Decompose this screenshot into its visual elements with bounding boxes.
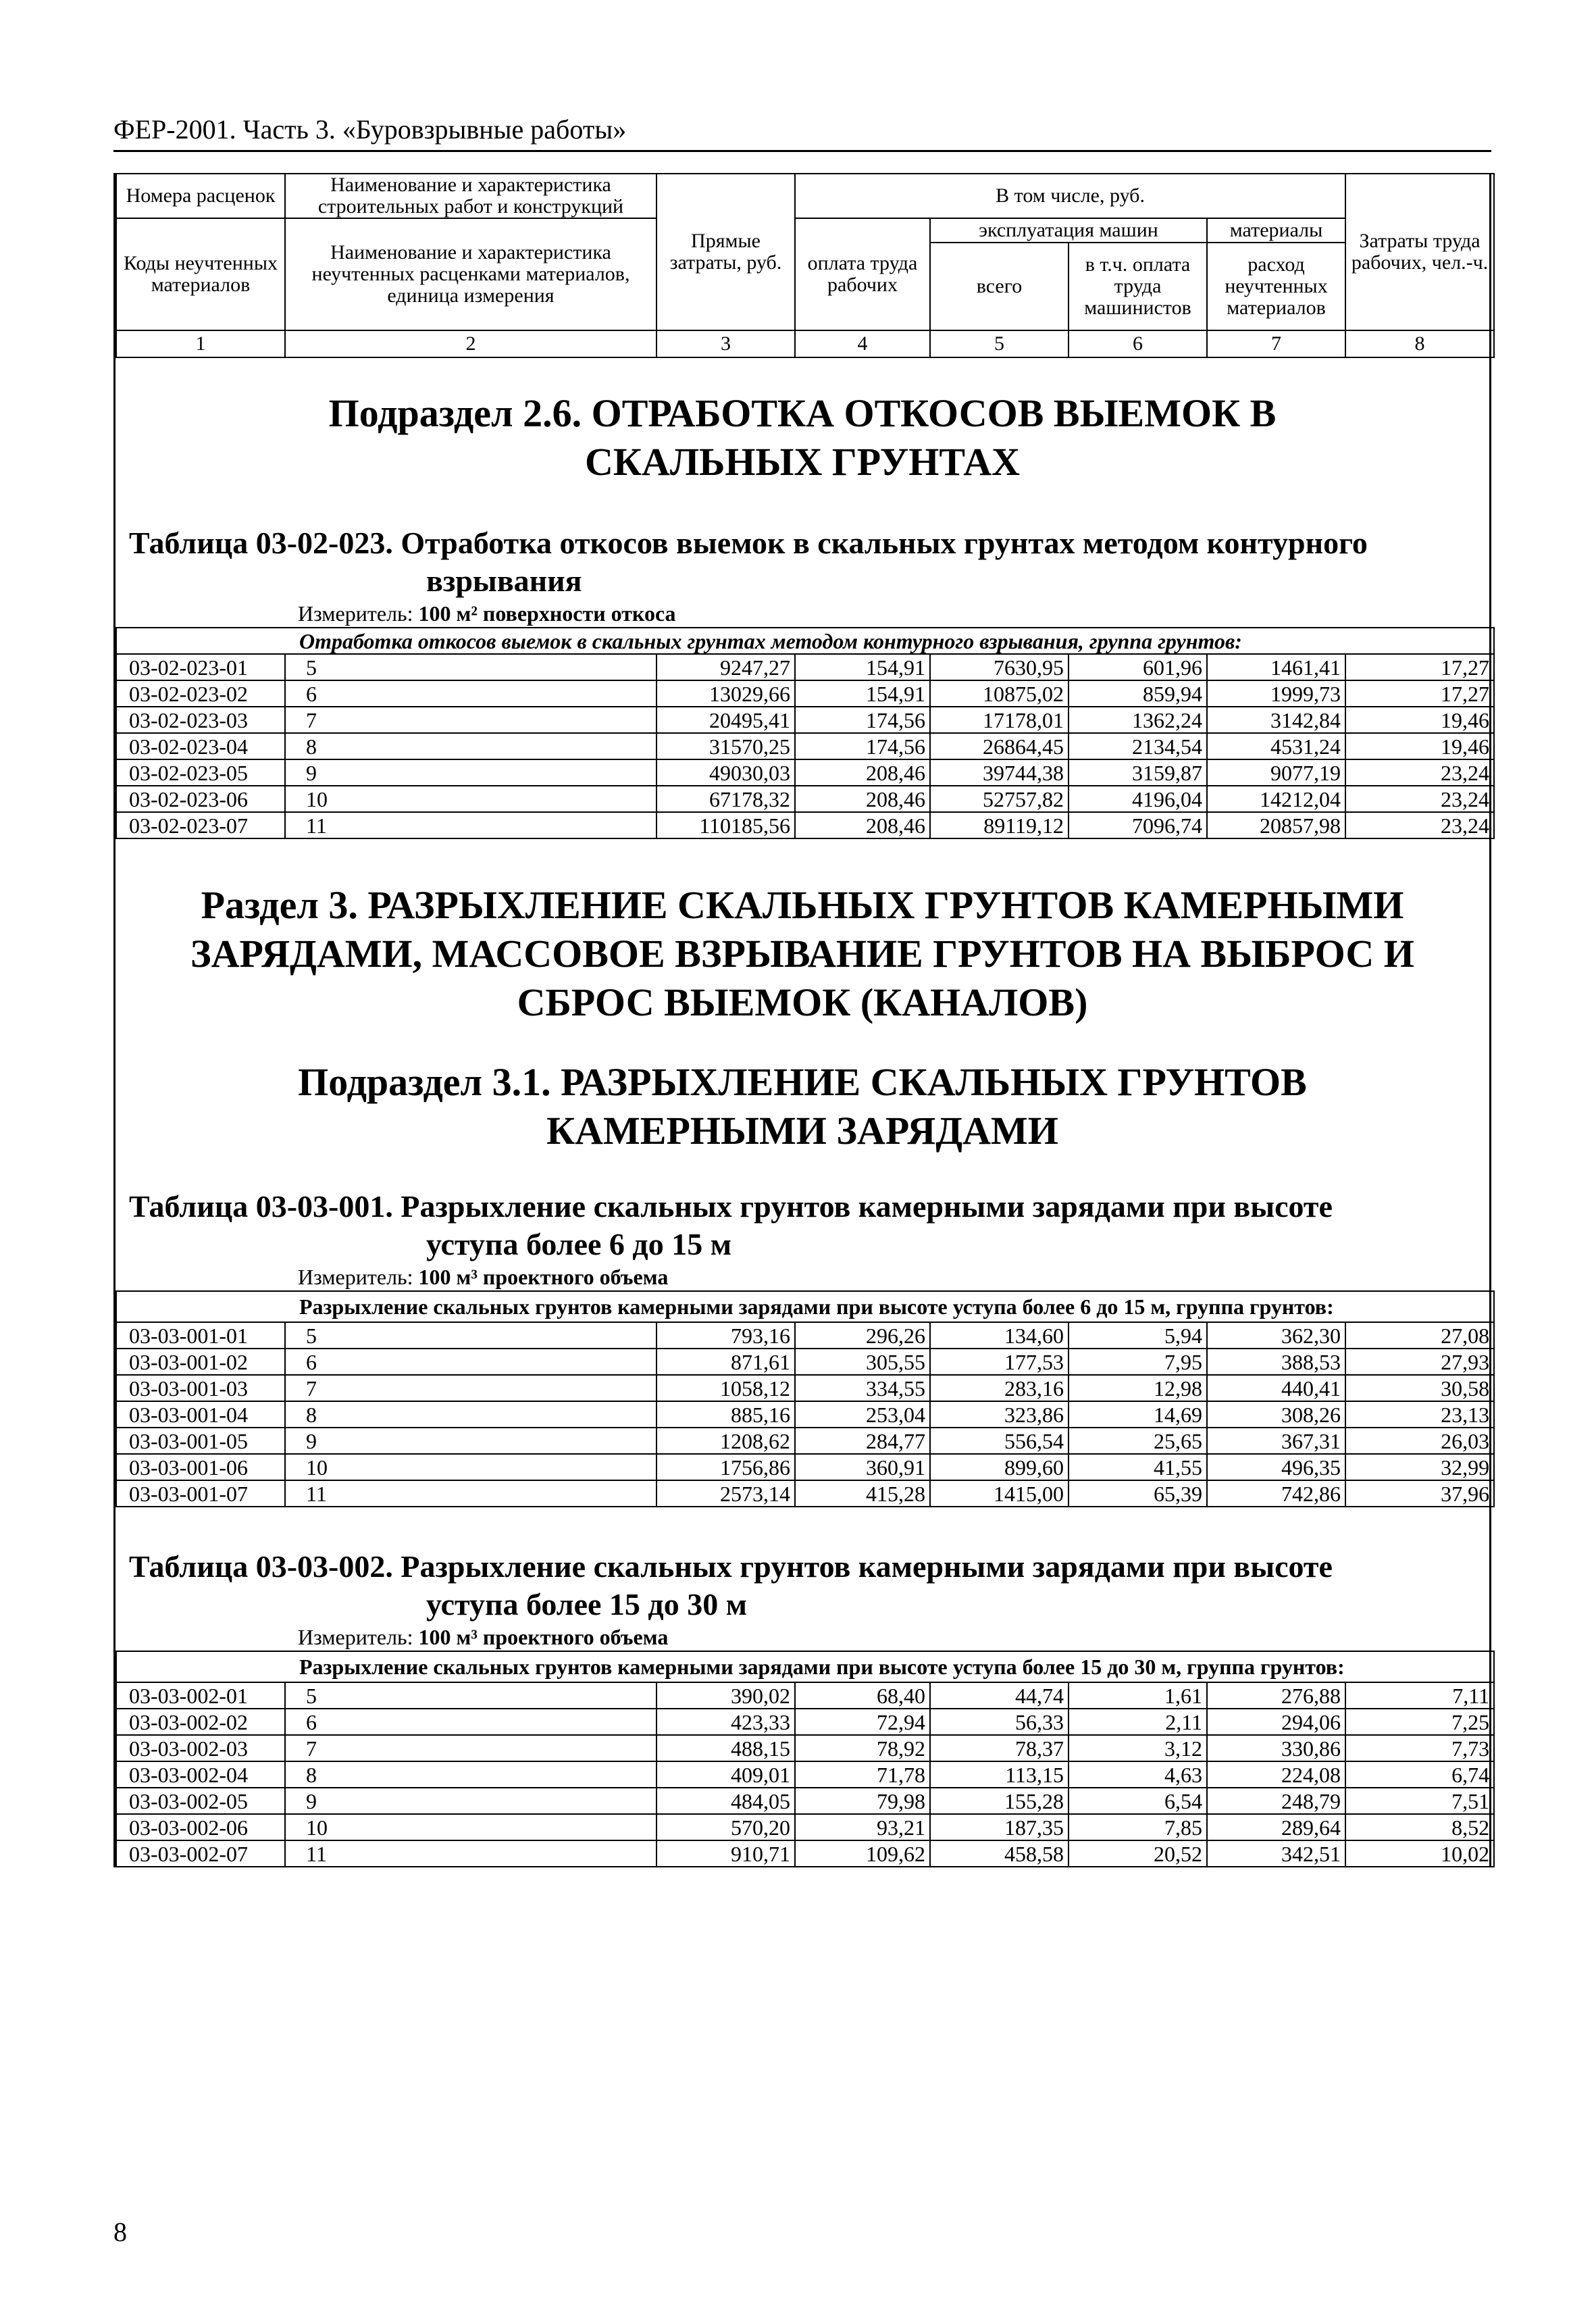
table-row — [116, 707, 1494, 733]
labor-pay-cell: 208,46 — [795, 786, 930, 812]
operators-pay-cell: 7096,74 — [1069, 812, 1207, 838]
labor-hours-cell: 17,27 — [1345, 680, 1494, 707]
materials-cell: 289,64 — [1207, 1814, 1345, 1840]
direct-cost-cell: 13029,66 — [657, 680, 795, 707]
page-header: ФЕР-2001. Часть 3. «Буровзрывные работы» — [113, 114, 1491, 152]
labor-pay-cell: 154,91 — [795, 654, 930, 680]
table-title-line2: уступа более 6 до 15 м — [426, 1227, 732, 1261]
labor-hours-cell: 23,24 — [1345, 786, 1494, 812]
soil-group-cell: 7 — [285, 1735, 657, 1761]
labor-hours-cell: 32,99 — [1345, 1454, 1494, 1480]
labor-pay-cell: 154,91 — [795, 680, 930, 707]
col-number: 2 — [285, 330, 657, 357]
col-7-header: расход неучтенных материалов — [1207, 243, 1345, 330]
direct-cost-cell: 390,02 — [657, 1682, 795, 1709]
direct-cost-cell: 1058,12 — [657, 1375, 795, 1401]
labor-hours-cell: 8,52 — [1345, 1814, 1494, 1840]
table-title-line2: уступа более 15 до 30 м — [426, 1587, 748, 1621]
direct-cost-cell: 871,61 — [657, 1349, 795, 1375]
table-row — [116, 1322, 1494, 1349]
operators-pay-cell: 6,54 — [1069, 1788, 1207, 1814]
table-title-line1: Таблица 03-03-002. Разрыхление скальных грунтов камерными зарядами при высоте — [129, 1549, 1333, 1584]
operators-pay-cell: 859,94 — [1069, 680, 1207, 707]
soil-group-cell: 8 — [285, 733, 657, 759]
col-4-header: оплата труда рабочих — [795, 218, 930, 330]
labor-hours-cell: 7,51 — [1345, 1788, 1494, 1814]
materials-cell: 1999,73 — [1207, 680, 1345, 707]
document-frame — [113, 173, 1491, 1867]
operators-pay-cell: 5,94 — [1069, 1322, 1207, 1349]
machines-total-cell: 556,54 — [930, 1428, 1069, 1454]
machines-total-cell: 283,16 — [930, 1375, 1069, 1401]
machines-total-cell: 78,37 — [930, 1735, 1069, 1761]
soil-group-cell: 5 — [285, 1322, 657, 1349]
soil-group-cell: 9 — [285, 1428, 657, 1454]
labor-hours-cell: 17,27 — [1345, 654, 1494, 680]
table-03-02-023-meter — [115, 600, 1489, 627]
materials-cell: 342,51 — [1207, 1840, 1345, 1867]
table-row — [116, 1709, 1494, 1735]
col-1-header-bottom: Коды неучтенных материалов — [116, 218, 285, 330]
rate-code-cell: 03-03-001-04 — [116, 1401, 285, 1428]
table-03-03-002 — [115, 1651, 1495, 1867]
labor-pay-cell: 71,78 — [795, 1761, 930, 1788]
table-row — [116, 1682, 1494, 1709]
table-row — [116, 1735, 1494, 1761]
meter-value: 100 м³ проектного объема — [418, 1625, 669, 1649]
soil-group-cell: 11 — [285, 812, 657, 838]
materials-cell: 367,31 — [1207, 1428, 1345, 1454]
col-6-header: в т.ч. оплата труда машинистов — [1069, 243, 1207, 330]
col-2-header-bottom: Наименование и характеристика неучтенных расценками материалов, единица измерения — [285, 218, 657, 330]
rate-code-cell: 03-02-023-04 — [116, 733, 285, 759]
direct-cost-cell: 49030,03 — [657, 759, 795, 786]
labor-pay-cell: 78,92 — [795, 1735, 930, 1761]
direct-cost-cell: 484,05 — [657, 1788, 795, 1814]
labor-pay-cell: 109,62 — [795, 1840, 930, 1867]
operators-pay-cell: 4196,04 — [1069, 786, 1207, 812]
labor-pay-cell: 72,94 — [795, 1709, 930, 1735]
machines-total-cell: 52757,82 — [930, 786, 1069, 812]
labor-pay-cell: 360,91 — [795, 1454, 930, 1480]
rate-code-cell: 03-03-001-02 — [116, 1349, 285, 1375]
table-row — [116, 812, 1494, 838]
operators-pay-cell: 7,95 — [1069, 1349, 1207, 1375]
materials-cell: 276,88 — [1207, 1682, 1345, 1709]
table-row — [116, 1840, 1494, 1867]
machines-total-cell: 39744,38 — [930, 759, 1069, 786]
materials-cell: 742,86 — [1207, 1480, 1345, 1507]
operators-pay-cell: 25,65 — [1069, 1428, 1207, 1454]
col-number: 7 — [1207, 330, 1345, 357]
group-caption: Разрыхление скальных грунтов камерными зарядами при высоте уступа более 15 до 30 м, группа грунтов: — [116, 1651, 1494, 1682]
direct-cost-cell: 570,20 — [657, 1814, 795, 1840]
direct-cost-cell: 67178,32 — [657, 786, 795, 812]
operators-pay-cell: 3,12 — [1069, 1735, 1207, 1761]
labor-hours-cell: 37,96 — [1345, 1480, 1494, 1507]
materials-cell: 14212,04 — [1207, 786, 1345, 812]
materials-header: материалы — [1207, 218, 1345, 243]
machines-total-cell: 323,86 — [930, 1401, 1069, 1428]
operators-pay-cell: 2134,54 — [1069, 733, 1207, 759]
operators-pay-cell: 12,98 — [1069, 1375, 1207, 1401]
operators-pay-cell: 601,96 — [1069, 654, 1207, 680]
direct-cost-cell: 9247,27 — [657, 654, 795, 680]
meter-label: Измеритель: — [298, 601, 413, 626]
table-row — [116, 1428, 1494, 1454]
table-row — [116, 1349, 1494, 1375]
machines-total-cell: 89119,12 — [930, 812, 1069, 838]
labor-hours-cell: 23,24 — [1345, 812, 1494, 838]
soil-group-cell: 5 — [285, 1682, 657, 1709]
direct-cost-cell: 910,71 — [657, 1840, 795, 1867]
direct-cost-cell: 885,16 — [657, 1401, 795, 1428]
materials-cell: 496,35 — [1207, 1454, 1345, 1480]
labor-hours-cell: 27,93 — [1345, 1349, 1494, 1375]
col-1-header-top: Номера расценок — [116, 174, 285, 218]
operators-pay-cell: 20,52 — [1069, 1840, 1207, 1867]
operators-pay-cell: 4,63 — [1069, 1761, 1207, 1788]
machines-total-cell: 113,15 — [930, 1761, 1069, 1788]
rate-code-cell: 03-03-002-06 — [116, 1814, 285, 1840]
rate-code-cell: 03-03-002-07 — [116, 1840, 285, 1867]
soil-group-cell: 9 — [285, 1788, 657, 1814]
operators-pay-cell: 1362,24 — [1069, 707, 1207, 733]
col-2-header-top: Наименование и характеристика строительных работ и конструкций — [285, 174, 657, 218]
table-row — [116, 1480, 1494, 1507]
table-row — [116, 680, 1494, 707]
rate-code-cell: 03-02-023-01 — [116, 654, 285, 680]
table-row — [116, 1454, 1494, 1480]
col-number: 5 — [930, 330, 1069, 357]
table-03-03-002-title — [115, 1548, 1489, 1624]
soil-group-cell: 11 — [285, 1840, 657, 1867]
materials-cell: 330,86 — [1207, 1735, 1345, 1761]
rate-code-cell: 03-03-002-03 — [116, 1735, 285, 1761]
table-title-line2: взрывания — [426, 563, 582, 598]
machines-total-cell: 155,28 — [930, 1788, 1069, 1814]
rate-code-cell: 03-03-001-07 — [116, 1480, 285, 1507]
labor-pay-cell: 296,26 — [795, 1322, 930, 1349]
meter-value: 100 м² поверхности откоса — [418, 601, 676, 626]
table-03-02-023-title — [115, 524, 1489, 600]
labor-hours-cell: 7,73 — [1345, 1735, 1494, 1761]
direct-cost-cell: 31570,25 — [657, 733, 795, 759]
rate-code-cell: 03-02-023-06 — [116, 786, 285, 812]
group-caption: Разрыхление скальных грунтов камерными зарядами при высоте уступа более 6 до 15 м, группа грунтов: — [116, 1291, 1494, 1322]
rate-code-cell: 03-03-002-04 — [116, 1761, 285, 1788]
machines-total-cell: 899,60 — [930, 1454, 1069, 1480]
col-3-header: Прямые затраты, руб. — [657, 174, 795, 330]
machines-total-cell: 458,58 — [930, 1840, 1069, 1867]
col-8-header: Затраты труда рабочих, чел.-ч. — [1345, 174, 1494, 330]
operators-pay-cell: 14,69 — [1069, 1401, 1207, 1428]
operators-pay-cell: 1,61 — [1069, 1682, 1207, 1709]
direct-cost-cell: 20495,41 — [657, 707, 795, 733]
meter-label: Измеритель: — [298, 1265, 413, 1289]
direct-cost-cell: 1756,86 — [657, 1454, 795, 1480]
subsection-3-1-title: Подраздел 3.1. РАЗРЫХЛЕНИЕ СКАЛЬНЫХ ГРУНТОВ КАМЕРНЫМИ ЗАРЯДАМИ — [298, 1060, 1307, 1153]
materials-cell: 3142,84 — [1207, 707, 1345, 733]
labor-hours-cell: 26,03 — [1345, 1428, 1494, 1454]
page-number: 8 — [113, 2217, 127, 2247]
soil-group-cell: 10 — [285, 786, 657, 812]
rate-code-cell: 03-02-023-02 — [116, 680, 285, 707]
table-row — [116, 786, 1494, 812]
labor-hours-cell: 30,58 — [1345, 1375, 1494, 1401]
labor-pay-cell: 208,46 — [795, 812, 930, 838]
rate-code-cell: 03-03-001-05 — [116, 1428, 285, 1454]
rate-code-cell: 03-03-002-05 — [116, 1788, 285, 1814]
machines-header: эксплуатация машин — [930, 218, 1207, 243]
operators-pay-cell: 41,55 — [1069, 1454, 1207, 1480]
labor-pay-cell: 68,40 — [795, 1682, 930, 1709]
direct-cost-cell: 488,15 — [657, 1735, 795, 1761]
soil-group-cell: 6 — [285, 680, 657, 707]
machines-total-cell: 134,60 — [930, 1322, 1069, 1349]
labor-hours-cell: 7,25 — [1345, 1709, 1494, 1735]
materials-cell: 20857,98 — [1207, 812, 1345, 838]
rate-code-cell: 03-02-023-03 — [116, 707, 285, 733]
including-header: В том числе, руб. — [795, 174, 1345, 218]
soil-group-cell: 7 — [285, 1375, 657, 1401]
soil-group-cell: 11 — [285, 1480, 657, 1507]
machines-total-cell: 56,33 — [930, 1709, 1069, 1735]
section-3-title: Раздел 3. РАЗРЫХЛЕНИЕ СКАЛЬНЫХ ГРУНТОВ КАМЕРНЫМИ ЗАРЯДАМИ, МАССОВОЕ ВЗРЫВАНИЕ ГРУНТОВ НА ВЫБРОС И СБРОС ВЫЕМОК (КАНАЛОВ) — [190, 883, 1414, 1024]
operators-pay-cell: 7,85 — [1069, 1814, 1207, 1840]
soil-group-cell: 10 — [285, 1454, 657, 1480]
table-title-line1: Таблица 03-03-001. Разрыхление скальных грунтов камерными зарядами при высоте — [129, 1189, 1333, 1224]
labor-hours-cell: 6,74 — [1345, 1761, 1494, 1788]
materials-cell: 4531,24 — [1207, 733, 1345, 759]
operators-pay-cell: 2,11 — [1069, 1709, 1207, 1735]
soil-group-cell: 10 — [285, 1814, 657, 1840]
table-03-03-001 — [115, 1290, 1495, 1507]
rate-code-cell: 03-02-023-05 — [116, 759, 285, 786]
direct-cost-cell: 1208,62 — [657, 1428, 795, 1454]
machines-total-cell: 1415,00 — [930, 1480, 1069, 1507]
table-row — [116, 759, 1494, 786]
direct-cost-cell: 110185,56 — [657, 812, 795, 838]
labor-pay-cell: 79,98 — [795, 1788, 930, 1814]
soil-group-cell: 9 — [285, 759, 657, 786]
machines-total-cell: 187,35 — [930, 1814, 1069, 1840]
materials-cell: 248,79 — [1207, 1788, 1345, 1814]
labor-hours-cell: 27,08 — [1345, 1322, 1494, 1349]
col-number: 1 — [116, 330, 285, 357]
table-03-03-002-meter — [115, 1624, 1489, 1651]
subsection-2-6-title: Подраздел 2.6. ОТРАБОТКА ОТКОСОВ ВЫЕМОК В СКАЛЬНЫХ ГРУНТАХ — [328, 391, 1277, 484]
table-row — [116, 1788, 1494, 1814]
labor-pay-cell: 174,56 — [795, 733, 930, 759]
table-row — [116, 1375, 1494, 1401]
direct-cost-cell: 423,33 — [657, 1709, 795, 1735]
labor-pay-cell: 174,56 — [795, 707, 930, 733]
operators-pay-cell: 3159,87 — [1069, 759, 1207, 786]
col-number: 3 — [657, 330, 795, 357]
group-caption: Отработка откосов выемок в скальных грунтах методом контурного взрывания, группа грунтов: — [116, 628, 1494, 654]
labor-hours-cell: 19,46 — [1345, 733, 1494, 759]
labor-hours-cell: 10,02 — [1345, 1840, 1494, 1867]
labor-hours-cell: 23,13 — [1345, 1401, 1494, 1428]
column-header-table — [115, 173, 1495, 358]
direct-cost-cell: 409,01 — [657, 1761, 795, 1788]
labor-pay-cell: 415,28 — [795, 1480, 930, 1507]
table-row — [116, 1761, 1494, 1788]
rate-code-cell: 03-03-002-02 — [116, 1709, 285, 1735]
machines-total-cell: 26864,45 — [930, 733, 1069, 759]
col-number: 8 — [1345, 330, 1494, 357]
labor-pay-cell: 305,55 — [795, 1349, 930, 1375]
machines-total-cell: 177,53 — [930, 1349, 1069, 1375]
table-03-02-023 — [115, 627, 1495, 839]
col-number: 6 — [1069, 330, 1207, 357]
rate-code-cell: 03-03-001-06 — [116, 1454, 285, 1480]
soil-group-cell: 8 — [285, 1401, 657, 1428]
labor-hours-cell: 7,11 — [1345, 1682, 1494, 1709]
machines-total-cell: 7630,95 — [930, 654, 1069, 680]
materials-cell: 308,26 — [1207, 1401, 1345, 1428]
table-row — [116, 1401, 1494, 1428]
machines-total-cell: 44,74 — [930, 1682, 1069, 1709]
soil-group-cell: 8 — [285, 1761, 657, 1788]
table-03-03-001-title — [115, 1188, 1489, 1263]
materials-cell: 362,30 — [1207, 1322, 1345, 1349]
direct-cost-cell: 2573,14 — [657, 1480, 795, 1507]
table-03-03-001-meter — [115, 1263, 1489, 1290]
materials-cell: 440,41 — [1207, 1375, 1345, 1401]
labor-pay-cell: 208,46 — [795, 759, 930, 786]
rate-code-cell: 03-03-001-03 — [116, 1375, 285, 1401]
rate-code-cell: 03-02-023-07 — [116, 812, 285, 838]
rate-code-cell: 03-03-001-01 — [116, 1322, 285, 1349]
machines-total-cell: 17178,01 — [930, 707, 1069, 733]
operators-pay-cell: 65,39 — [1069, 1480, 1207, 1507]
labor-pay-cell: 334,55 — [795, 1375, 930, 1401]
labor-pay-cell: 93,21 — [795, 1814, 930, 1840]
soil-group-cell: 6 — [285, 1709, 657, 1735]
table-row — [116, 733, 1494, 759]
labor-pay-cell: 253,04 — [795, 1401, 930, 1428]
col-number: 4 — [795, 330, 930, 357]
labor-hours-cell: 23,24 — [1345, 759, 1494, 786]
rate-code-cell: 03-03-002-01 — [116, 1682, 285, 1709]
soil-group-cell: 6 — [285, 1349, 657, 1375]
col-5-header: всего — [930, 243, 1069, 330]
soil-group-cell: 5 — [285, 654, 657, 680]
meter-label: Измеритель: — [298, 1625, 413, 1649]
machines-total-cell: 10875,02 — [930, 680, 1069, 707]
labor-pay-cell: 284,77 — [795, 1428, 930, 1454]
table-title-line1: Таблица 03-02-023. Отработка откосов выемок в скальных грунтах методом контурного — [129, 526, 1368, 560]
materials-cell: 224,08 — [1207, 1761, 1345, 1788]
soil-group-cell: 7 — [285, 707, 657, 733]
table-row — [116, 1814, 1494, 1840]
materials-cell: 388,53 — [1207, 1349, 1345, 1375]
materials-cell: 9077,19 — [1207, 759, 1345, 786]
labor-hours-cell: 19,46 — [1345, 707, 1494, 733]
materials-cell: 1461,41 — [1207, 654, 1345, 680]
table-row — [116, 654, 1494, 680]
meter-value: 100 м³ проектного объема — [418, 1265, 669, 1289]
materials-cell: 294,06 — [1207, 1709, 1345, 1735]
direct-cost-cell: 793,16 — [657, 1322, 795, 1349]
